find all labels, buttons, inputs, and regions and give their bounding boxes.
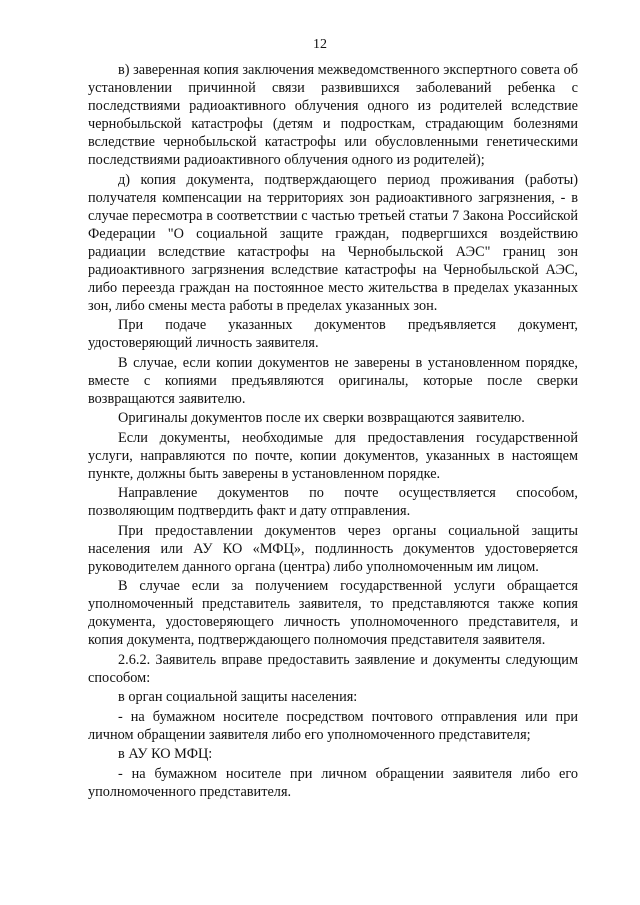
paragraph-representative: В случае если за получением государственной услуги обращается уполномоченный представитель заявителя, то представляются также копия документа, удостоверяющего личность уполномоченного представителя, и копия документа, подтверждающего полномочия представителя заявителя. (88, 578, 578, 648)
document-body (88, 61, 578, 802)
paragraph-mail-method: Направление документов по почте осуществляется способом, позволяющим подтвердить факт и дату отправления. (88, 485, 578, 519)
paragraph-identity-document: При подаче указанных документов предъявляется документ, удостоверяющий личность заявителя. (88, 317, 578, 351)
paragraph-social-protection-body: в орган социальной защиты населения: (118, 689, 358, 705)
paragraph-uncertified-copies: В случае, если копии документов не заверены в установленном порядке, вместе с копиями предъявляются оригиналы, которые после сверки возвращаются заявителю. (88, 354, 578, 407)
paragraph-authenticity: При предоставлении документов через органы социальной защиты населения или АУ КО «МФЦ», подлинность документов удостоверяется руководителем данного органа (центра) либо уполномоченным им лицом. (88, 522, 578, 575)
paragraph-section-2-6-2: 2.6.2. Заявитель вправе предоставить заявление и документы следующим способом: (88, 651, 578, 686)
paragraph-originals-returned: Оригиналы документов после их сверки возвращаются заявителю. (118, 410, 525, 426)
paragraph-d-residence-proof: д) копия документа, подтверждающего период проживания (работы) получателя компенсации на территориях зон радиоактивного загрязнения, - в случае пересмотра в соответствии с частью третьей статьи 7 Закона Российской Федерации "О социальной защите граждан, подвергшихся воздействию радиации вследствие катастрофы на Чернобыльской АЭС" границ зон радиоактивного загрязнения вследствие катастрофы на Чернобыльской АЭС, либо переезда граждан на постоянное место жительства в пределах указанных зон, либо смены места работы в пределах указанных зон. (88, 171, 578, 314)
page-number: 12 (313, 37, 327, 52)
paragraph-paper-personal-option: - на бумажном носителе при личном обращении заявителя либо его уполномоченного представителя. (88, 765, 578, 800)
paragraph-mail-submission: Если документы, необходимые для предоставления государственной услуги, направляются по почте, копии документов, указанных в настоящем пункте, должны быть заверены в установленном порядке. (88, 429, 578, 482)
paragraph-mfc: в АУ КО МФЦ: (118, 746, 213, 762)
paragraph-paper-mail-option: - на бумажном носителе посредством почтового отправления или при личном обращении заявителя либо его уполномоченного представителя; (88, 708, 578, 743)
paragraph-v-expert-council: в) заверенная копия заключения межведомственного экспертного совета об установлении причинной связи развившихся заболеваний ребенка с последствиями радиоактивного облучения одного из родителей вследствие чернобыльской катастрофы (детям и подросткам, страдающим болезнями вследствие чернобыльской катастрофы или обусловленными генетическими последствиями радиоактивного облучения одного из родителей); (88, 62, 578, 168)
